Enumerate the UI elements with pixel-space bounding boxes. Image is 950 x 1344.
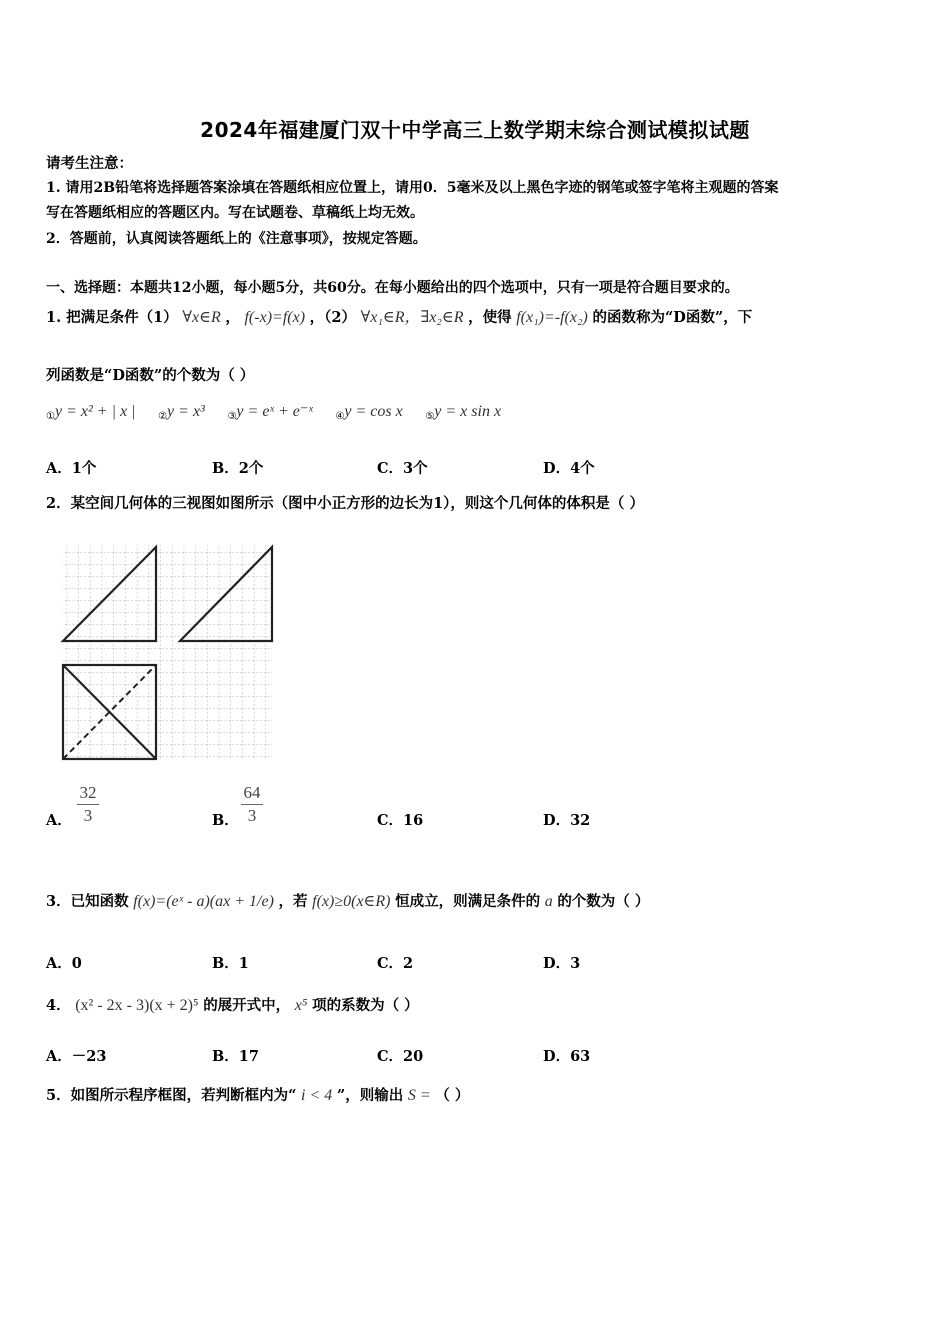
notice-line-1b: 写在答题纸相应的答题区内。写在试题卷、草稿纸上均无效。 xyxy=(46,205,424,221)
q3-math-1: f(x)=(eˣ - a)(ax + 1/e) xyxy=(133,893,274,910)
q1-text-3: ，（2） xyxy=(309,309,356,326)
question-3-line xyxy=(46,890,649,911)
q1-option-c[interactable]: C．3个 xyxy=(377,460,428,477)
q3-math-3: a xyxy=(544,893,553,910)
question-5-line xyxy=(46,1084,469,1105)
q1-math-3: ∀x₁∈R，∃x₂∈R xyxy=(360,309,464,326)
q1-text-1: 1. 把满足条件（1） xyxy=(46,309,178,326)
q4-math-2: x⁵ xyxy=(294,997,308,1014)
q1-func-5-num: ⑤ xyxy=(425,411,435,422)
three-view-figure xyxy=(55,540,280,765)
q5-math-2: S = xyxy=(407,1087,431,1104)
notice-line-2: 2．答题前，认真阅读答题纸上的《注意事项》，按规定答题。 xyxy=(46,231,427,247)
question-4-line xyxy=(46,994,419,1015)
q1-math-2: f(-x)=f(x) xyxy=(244,309,306,326)
q2-option-d[interactable]: D．32 xyxy=(543,812,591,829)
notice-heading: 请考生注意： xyxy=(46,155,133,172)
q2-option-b-label[interactable]: B． xyxy=(212,812,239,829)
q3-option-a[interactable]: A．0 xyxy=(46,955,82,972)
page-title: 2024年福建厦门双十中学高三上数学期末综合测试模拟试题 xyxy=(200,118,750,142)
q3-option-b[interactable]: B．1 xyxy=(212,955,249,972)
q1-func-1-num: ① xyxy=(46,411,55,422)
q1-func-1: y = x² + | x | xyxy=(54,403,136,420)
q1-math-4: f(x₁)=-f(x₂) xyxy=(516,309,588,326)
q3-option-c[interactable]: C．2 xyxy=(377,955,414,972)
q3-text-3: 恒成立，则满足条件的 xyxy=(395,893,541,910)
q2-option-a-denominator: 3 xyxy=(83,806,93,825)
q1-text-2: ， xyxy=(225,309,240,326)
q2-option-c[interactable]: C．16 xyxy=(377,812,424,829)
question-1-line-2: 列函数是“D函数”的个数为（ ） xyxy=(46,367,255,384)
q4-option-a[interactable]: A．－23 xyxy=(46,1048,107,1065)
section-heading: 一、选择题：本题共12小题，每小题5分，共60分。在每小题给出的四个选项中，只有一项是符合题目要求的。 xyxy=(46,280,739,296)
q4-text-1: 4． xyxy=(46,997,71,1014)
q3-text-2: ，若 xyxy=(278,893,308,910)
q3-text-1: 3．已知函数 xyxy=(46,893,129,910)
q4-text-3: 项的系数为（ ） xyxy=(312,997,419,1014)
q1-func-2-num: ② xyxy=(158,411,168,422)
q1-option-d[interactable]: D．4个 xyxy=(543,460,595,477)
q5-text-1: 5．如图所示程序框图，若判断框内为“ xyxy=(46,1087,297,1104)
q1-func-3-num: ③ xyxy=(227,411,237,422)
q2-option-b-numerator: 64 xyxy=(243,783,261,802)
notice-line-1: 1. 请用2B铅笔将选择题答案涂填在答题纸相应位置上，请用0．5毫米及以上黑色字迹的钢笔或签字笔将主观题的答案 xyxy=(46,180,779,196)
q5-text-2: ”，则输出 xyxy=(336,1087,404,1104)
q1-func-5: y = x sin x xyxy=(434,403,502,420)
q1-option-b[interactable]: B．2个 xyxy=(212,460,264,477)
q1-func-4: y = cos x xyxy=(344,403,403,420)
q5-text-3: （ ） xyxy=(435,1087,470,1104)
q4-option-b[interactable]: B．17 xyxy=(212,1048,259,1065)
q5-math-1: i < 4 xyxy=(301,1087,333,1104)
q1-math-1: ∀x∈R xyxy=(182,309,221,326)
q3-text-4: 的个数为（ ） xyxy=(557,893,650,910)
q4-text-2: 的展开式中， xyxy=(203,997,291,1014)
q4-option-c[interactable]: C．20 xyxy=(377,1048,424,1065)
q1-function-list xyxy=(46,401,501,422)
question-1-line-1 xyxy=(46,304,752,327)
q2-option-a-fraction xyxy=(77,783,99,826)
q3-math-2: f(x)≥0(x∈R) xyxy=(312,893,391,910)
q1-option-a[interactable]: A．1个 xyxy=(46,460,97,477)
q1-func-2: y = x³ xyxy=(167,403,205,420)
q2-option-b-fraction xyxy=(241,783,263,826)
q2-option-a-numerator: 32 xyxy=(79,783,97,802)
q2-option-b-denominator: 3 xyxy=(247,806,257,825)
q1-func-4-num: ④ xyxy=(335,411,345,422)
q3-option-d[interactable]: D．3 xyxy=(543,955,581,972)
q1-text-4: ，使得 xyxy=(468,309,512,326)
q1-text-5: 的函数称为“D函数”，下 xyxy=(592,309,753,326)
q2-option-a-label[interactable]: A． xyxy=(46,812,72,829)
q4-option-d[interactable]: D．63 xyxy=(543,1048,591,1065)
question-2-text: 2．某空间几何体的三视图如图所示（图中小正方形的边长为1），则这个几何体的体积是（ ） xyxy=(46,495,644,512)
q1-func-3: y = eˣ + e⁻ˣ xyxy=(236,403,313,420)
q4-math-1: (x² - 2x - 3)(x + 2)⁵ xyxy=(75,997,199,1014)
